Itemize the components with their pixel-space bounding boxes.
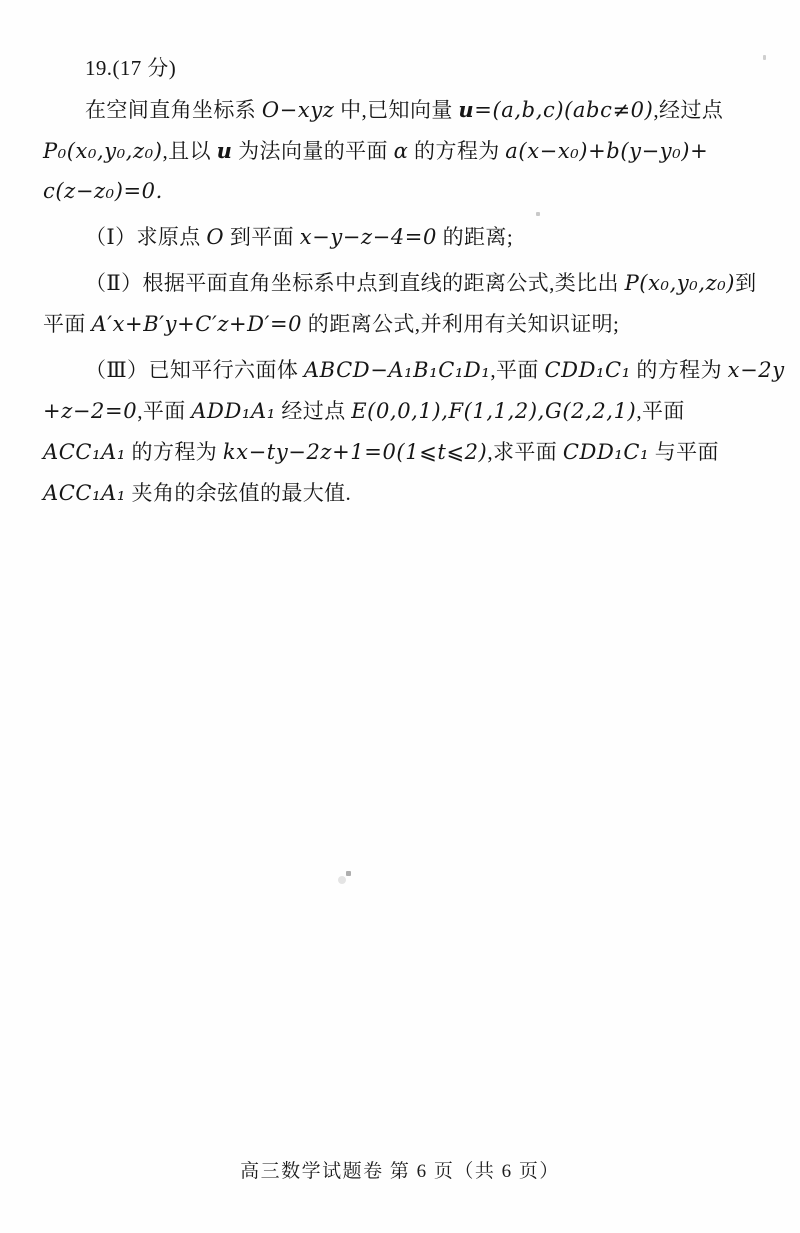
math-segment: kx−ty−2z+1=0(1⩽t⩽2)	[222, 440, 488, 464]
text-segment: ,经过点	[653, 98, 724, 122]
text-segment: 为法向量的平面	[232, 139, 394, 163]
math-segment: ABCD−A₁B₁C₁D₁	[303, 358, 491, 382]
text-segment: （Ⅰ）求原点	[85, 225, 207, 249]
math-segment: ADD₁A₁	[191, 399, 276, 423]
text-segment: 夹角的余弦值的最大值.	[125, 481, 352, 505]
math-segment: +z−2=0	[43, 399, 138, 423]
math-segment: x−y−z−4=0	[299, 225, 437, 249]
text-segment: 到	[735, 271, 757, 295]
math-segment: u	[458, 97, 475, 122]
text-segment: 的方程为	[408, 139, 506, 163]
text-line-10	[43, 432, 759, 473]
text-segment: （Ⅲ）已知平行六面体	[85, 358, 304, 382]
text-line-6	[43, 263, 759, 304]
scan-artifact	[346, 871, 351, 876]
text-line-11	[43, 473, 759, 514]
text-segment: 到平面	[224, 225, 300, 249]
text-line-4	[43, 171, 759, 212]
text-line-9	[43, 391, 759, 432]
math-segment: P(x₀,y₀,z₀)	[624, 271, 736, 295]
text-line-1	[43, 48, 759, 89]
page-footer: 高三数学试题卷 第 6 页（共 6 页）	[240, 1161, 560, 1182]
math-segment: α	[393, 139, 409, 163]
scan-artifact	[763, 55, 766, 60]
text-segment: 经过点	[275, 399, 352, 423]
text-segment: 平面	[43, 312, 92, 336]
math-segment: c(z−z₀)=0.	[43, 179, 163, 203]
math-segment: a(x−x₀)+b(y−y₀)+	[505, 139, 709, 163]
text-line-5	[43, 217, 759, 258]
text-segment: 的距离;	[436, 225, 514, 249]
scan-artifact	[536, 212, 540, 216]
text-segment: ,平面	[490, 358, 545, 382]
text-segment: 19.(17 分)	[85, 56, 177, 80]
text-line-2	[43, 89, 759, 130]
text-segment: 的方程为	[125, 440, 223, 464]
text-segment: ,平面	[636, 399, 685, 423]
text-segment: 的距离公式,并利用有关知识证明;	[302, 312, 620, 336]
text-line-7	[43, 304, 759, 345]
math-segment: E(0,0,1),F(1,1,2),G(2,2,1)	[351, 399, 637, 423]
math-segment: A′x+B′y+C′z+D′=0	[91, 312, 303, 336]
text-segment: 在空间直角坐标系	[85, 98, 262, 122]
text-line-3	[43, 130, 759, 171]
math-segment: P₀(x₀,y₀,z₀)	[43, 139, 163, 163]
text-segment: ,且以	[162, 139, 217, 163]
math-segment: CDD₁C₁	[544, 358, 631, 382]
math-segment: =(a,b,c)(abc≠0)	[474, 98, 654, 122]
math-segment: O	[206, 225, 225, 249]
problem-text	[43, 48, 785, 514]
math-segment: ACC₁A₁	[43, 440, 126, 464]
math-segment: ACC₁A₁	[43, 481, 126, 505]
text-segment: 中,已知向量	[334, 98, 459, 122]
text-line-8	[43, 350, 785, 391]
scan-artifact	[338, 876, 346, 884]
text-segment: （Ⅱ）根据平面直角坐标系中点到直线的距离公式,类比出	[85, 271, 625, 295]
text-segment: 的方程为	[630, 358, 728, 382]
text-segment: ,求平面	[487, 440, 563, 464]
math-segment: u	[216, 138, 233, 163]
math-segment: CDD₁C₁	[562, 440, 650, 464]
math-segment: x−2y	[727, 358, 785, 382]
math-segment: O−xyz	[261, 98, 335, 122]
text-segment: ,平面	[137, 399, 192, 423]
text-segment: 与平面	[649, 440, 719, 464]
